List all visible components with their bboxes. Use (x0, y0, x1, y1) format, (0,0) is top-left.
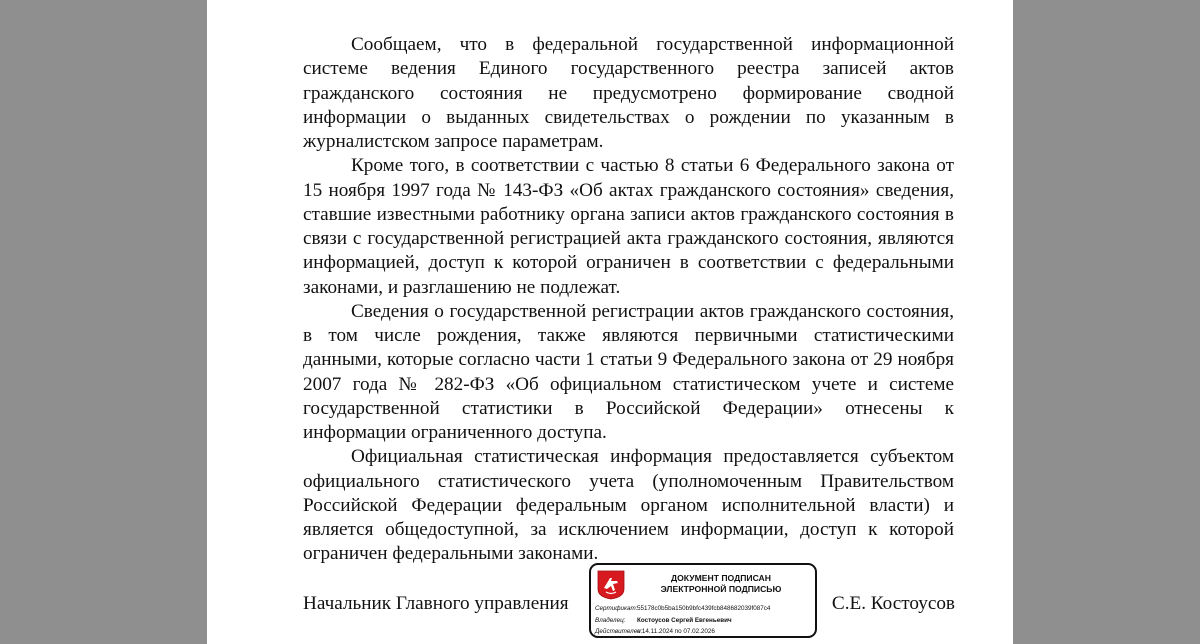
paragraph-4: Официальная статистическая информация предоставляется субъектом официального статистического учета (уполномоченным Правительством Российской Федерации федеральным органом исполнительной власти) и является общедоступной, за исключением информации, доступ к которой ограничен федеральными законами. (303, 446, 954, 565)
certificate-value: 55178c0b5ba150b9bfc439fcb848682039f087c4 (637, 605, 771, 612)
signature-block (303, 562, 955, 642)
stamp-row-certificate (595, 603, 811, 615)
stamp-title (631, 573, 811, 595)
paragraph-2: Кроме того, в соответствии с частью 8 статьи 6 Федерального закона от 15 ноября 1997 года № 143-ФЗ «Об актах гражданского состояния» сведения, ставшие известными работнику органа записи актов гражданского состояния в связи с государственной регистрацией акта гражданского состояния, являются информацией, доступ к которой ограничен в соответствии с федеральными законами, и разглашению не подлежат. (303, 155, 954, 298)
stamp-title-line-2: ЭЛЕКТРОННОЙ ПОДПИСЬЮ (660, 584, 782, 594)
paragraph-1: Сообщаем, что в федеральной государственной информационной системе ведения Единого государственного реестра записей актов гражданского состояния не предусмотрено формирование сводной информации о выданных свидетельствах о рождении по указанным в журналистском запросе параметрам. (303, 34, 954, 152)
owner-label: Владелец: (595, 616, 626, 624)
stamp-details (595, 603, 811, 638)
valid-value: с 14.11.2024 по 07.02.2026 (637, 628, 715, 635)
electronic-signature-stamp (589, 563, 817, 638)
owner-value: Костоусов Сергей Евгеньевич (637, 616, 732, 624)
document-page (207, 0, 1013, 644)
document-body (303, 33, 954, 567)
certificate-label: Сертификат: (595, 605, 638, 612)
paragraph-3: Сведения о государственной регистрации актов гражданского состояния, в том числе рождения, также являются первичными статистическими данными, которые согласно части 1 статьи 9 Федерального закона от 29 ноября 2007 года № 282-ФЗ «Об официальном статистическом учете и системе государственной статистики в Российской Федерации» отнесены к информации ограниченного доступа. (303, 300, 954, 443)
stamp-row-validity (595, 626, 811, 638)
valid-label: Действителен: (595, 628, 643, 635)
signer-name: С.Е. Костоусов (831, 593, 955, 614)
signer-position: Начальник Главного управления (303, 593, 569, 614)
stamp-row-owner (595, 615, 811, 627)
stamp-title-line-1: ДОКУМЕНТ ПОДПИСАН (671, 573, 771, 583)
coat-of-arms-icon (597, 570, 625, 600)
